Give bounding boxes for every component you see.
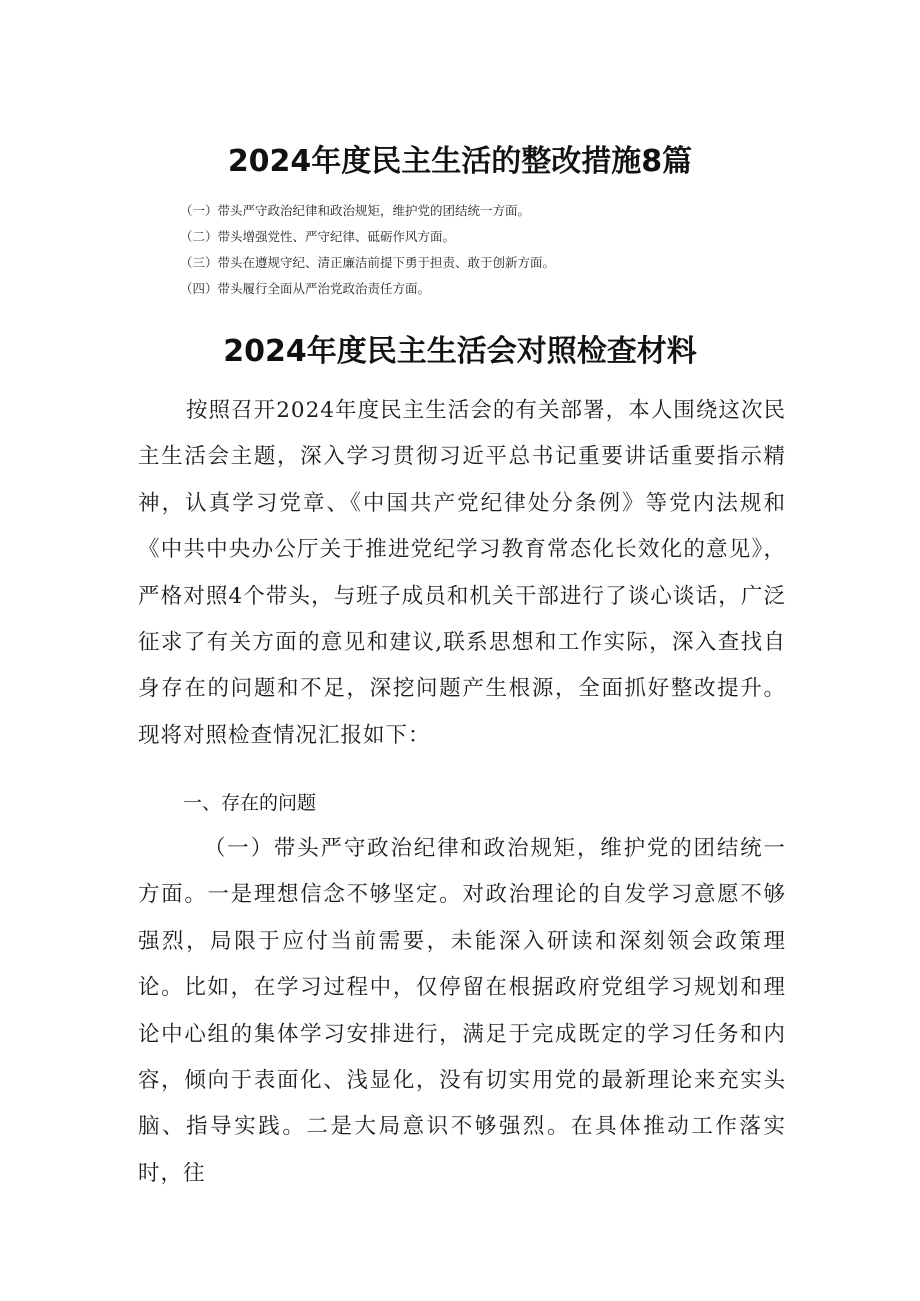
page-title: 2024年度民主生活的整改措施8篇 [227, 144, 693, 179]
section-paragraph: （一）带头严守政治纪律和政治规矩，维护党的团结统一方面。一是理想信念不够坚定。对政治理论的自发学习意愿不够强烈，局限于应付当前需要，未能深入研读和深刻领会政策理论。比如，在学习过程中，仅停留在根据政府党组学习规划和理论中心组的集体学习安排进行，满足于完成既定的学习任务和内容，倾向于表面化、浅显化，没有切实用党的最新理论来充实头脑、指导实践。二是大局意识不够强烈。在具体推动工作落实时，往 [138, 836, 786, 1186]
toc-item: （四）带头履行全面从严治党政治责任方面。 [180, 281, 431, 296]
toc-item: （二）带头增强党性、严守纪律、砥砺作风方面。 [180, 229, 456, 244]
intro-paragraph: 按照召开2024年度民主生活会的有关部署，本人围绕这次民主生活会主题，深入学习贯彻习近平总书记重要讲话重要指示精神，认真学习党章、《中国共产党纪律处分条例》等党内法规和《中共中央办公厅关于推进党纪学习教育常态化长效化的意见》，严格对照4个带头，与班子成员和机关干部进行了谈心谈话，广泛征求了有关方面的意见和建议,联系思想和工作实际，深入查找自身存在的问题和不足，深挖问题产生根源，全面抓好整改提升。现将对照检查情况汇报如下： [138, 398, 786, 748]
toc-list [180, 198, 800, 302]
toc-item: （一）带头严守政治纪律和政治规矩，维护党的团结统一方面。 [180, 203, 531, 218]
document-title: 2024年度民主生活会对照检查材料 [223, 334, 697, 369]
toc-item: （三）带头在遵规守纪、清正廉洁前提下勇于担责、敢于创新方面。 [180, 255, 556, 270]
section-heading: 一、存在的问题 [183, 792, 317, 814]
